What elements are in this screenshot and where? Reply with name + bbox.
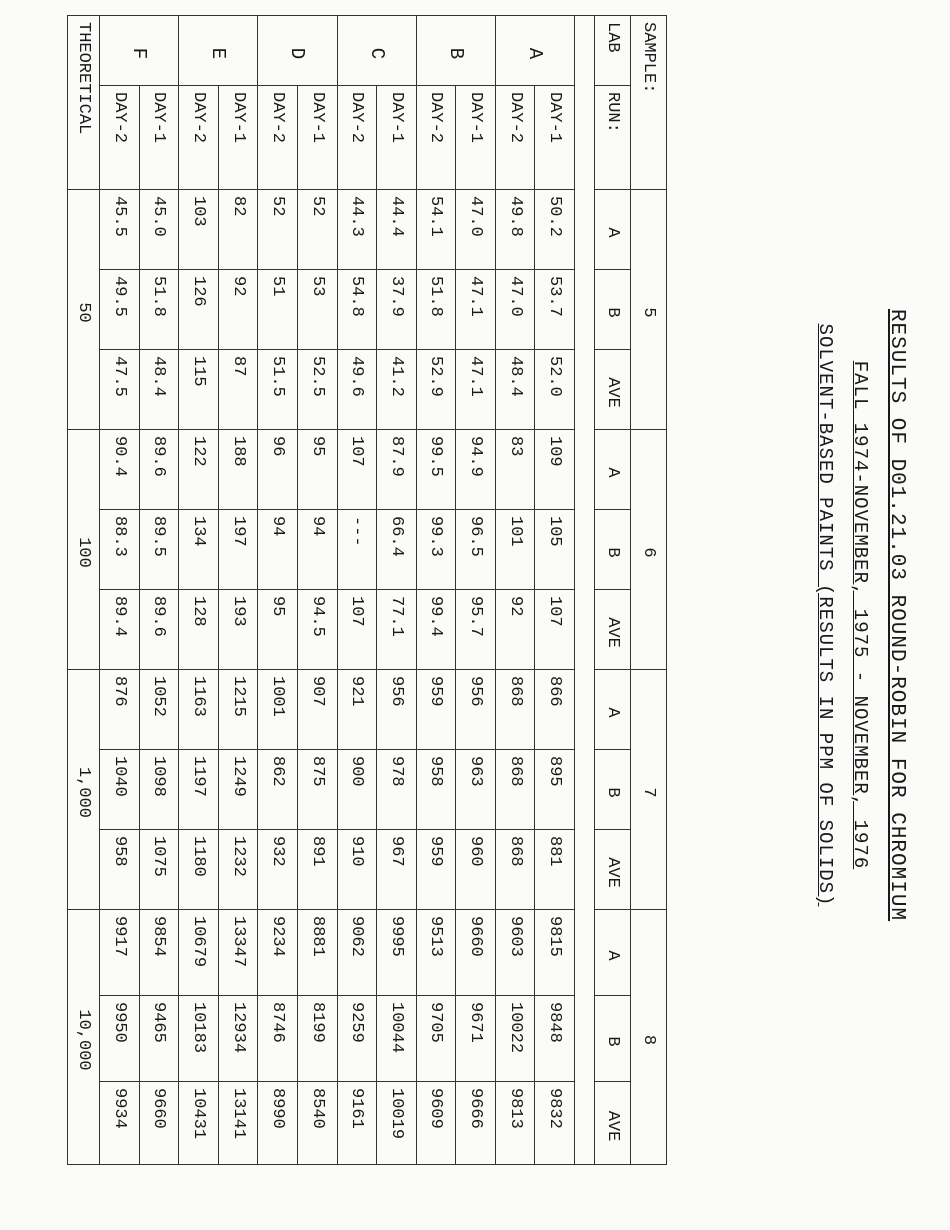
value-cell: 881	[535, 830, 575, 910]
value-cell: 1249	[218, 750, 258, 830]
value-cell: 9671	[456, 996, 496, 1082]
value-cell: 1215	[218, 670, 258, 750]
value-cell: 956	[377, 670, 417, 750]
value-cell: 197	[218, 510, 258, 590]
value-cell: 96.5	[456, 510, 496, 590]
value-cell: 49.8	[495, 190, 535, 270]
value-cell: 83	[495, 430, 535, 510]
value-cell: 868	[495, 670, 535, 750]
value-cell: 9950	[100, 996, 140, 1082]
value-cell: 48.4	[495, 350, 535, 430]
run-cell: DAY-2	[337, 86, 377, 190]
value-cell: 868	[495, 750, 535, 830]
value-cell: 89.5	[139, 510, 179, 590]
value-cell: 9917	[100, 910, 140, 996]
value-cell: 900	[337, 750, 377, 830]
value-cell: 51.5	[258, 350, 298, 430]
value-cell: 1075	[139, 830, 179, 910]
value-cell: 54.8	[337, 270, 377, 350]
value-cell: 52	[297, 190, 337, 270]
theoretical-value: 50	[68, 190, 100, 430]
value-cell: 48.4	[139, 350, 179, 430]
lab-cell: C	[337, 16, 416, 86]
value-cell: 876	[100, 670, 140, 750]
value-cell: 959	[416, 670, 456, 750]
value-cell: 13347	[218, 910, 258, 996]
value-cell: 94	[297, 510, 337, 590]
report-title: RESULTS OF D01.21.03 ROUND-ROBIN FOR CHROMIUM	[885, 308, 908, 922]
value-cell: 90.4	[100, 430, 140, 510]
value-cell: 958	[416, 750, 456, 830]
value-cell: 1163	[179, 670, 219, 750]
value-cell: ---	[337, 510, 377, 590]
value-cell: 107	[337, 430, 377, 510]
value-cell: 9813	[495, 1082, 535, 1165]
value-cell: 8881	[297, 910, 337, 996]
value-cell: 51.8	[139, 270, 179, 350]
spacer-row	[575, 16, 595, 1165]
value-cell: 9513	[416, 910, 456, 996]
value-cell: 8746	[258, 996, 298, 1082]
value-cell: 105	[535, 510, 575, 590]
lab-cell: E	[179, 16, 258, 86]
spacer-cell	[575, 16, 595, 1165]
value-cell: 10431	[179, 1082, 219, 1165]
theoretical-label: THEORETICAL	[68, 16, 100, 190]
value-cell: 99.5	[416, 430, 456, 510]
value-cell: 54.1	[416, 190, 456, 270]
value-cell: 967	[377, 830, 417, 910]
col-a-header: A	[595, 910, 631, 996]
value-cell: 1180	[179, 830, 219, 910]
value-cell: 122	[179, 430, 219, 510]
value-cell: 51.8	[416, 270, 456, 350]
value-cell: 99.3	[416, 510, 456, 590]
theoretical-value: 1,000	[68, 670, 100, 910]
value-cell: 89.6	[139, 430, 179, 510]
sample-8-header: 8	[631, 910, 667, 1165]
theoretical-value: 100	[68, 430, 100, 670]
run-cell: DAY-2	[495, 86, 535, 190]
run-header-row	[595, 16, 631, 1165]
sample-5-header: 5	[631, 190, 667, 430]
value-cell: 47.0	[495, 270, 535, 350]
value-cell: 99.4	[416, 590, 456, 670]
value-cell: 52.0	[535, 350, 575, 430]
value-cell: 95	[297, 430, 337, 510]
value-cell: 10022	[495, 996, 535, 1082]
value-cell: 88.3	[100, 510, 140, 590]
sample-header-row	[631, 16, 667, 1165]
sample-7-header: 7	[631, 670, 667, 910]
value-cell: 9062	[337, 910, 377, 996]
value-cell: 10183	[179, 996, 219, 1082]
value-cell: 77.1	[377, 590, 417, 670]
sample-label: SAMPLE:	[631, 16, 667, 190]
col-b-header: B	[595, 996, 631, 1082]
col-a-header: A	[595, 430, 631, 510]
value-cell: 9603	[495, 910, 535, 996]
value-cell: 10679	[179, 910, 219, 996]
value-cell: 95	[258, 590, 298, 670]
table-row	[416, 16, 456, 1165]
value-cell: 126	[179, 270, 219, 350]
value-cell: 910	[337, 830, 377, 910]
value-cell: 12934	[218, 996, 258, 1082]
value-cell: 47.0	[456, 190, 496, 270]
theoretical-row	[68, 16, 100, 1165]
run-cell: DAY-2	[100, 86, 140, 190]
value-cell: 9705	[416, 996, 456, 1082]
value-cell: 9666	[456, 1082, 496, 1165]
lab-cell: A	[495, 16, 574, 86]
value-cell: 1001	[258, 670, 298, 750]
run-label: RUN:	[595, 86, 631, 190]
value-cell: 9995	[377, 910, 417, 996]
run-cell: DAY-2	[416, 86, 456, 190]
value-cell: 959	[416, 830, 456, 910]
value-cell: 10019	[377, 1082, 417, 1165]
value-cell: 44.3	[337, 190, 377, 270]
run-cell: DAY-1	[297, 86, 337, 190]
value-cell: 109	[535, 430, 575, 510]
value-cell: 9934	[100, 1082, 140, 1165]
value-cell: 8990	[258, 1082, 298, 1165]
value-cell: 956	[456, 670, 496, 750]
value-cell: 932	[258, 830, 298, 910]
value-cell: 1052	[139, 670, 179, 750]
value-cell: 47.1	[456, 350, 496, 430]
value-cell: 866	[535, 670, 575, 750]
col-ave-header: AVE	[595, 1082, 631, 1165]
value-cell: 92	[218, 270, 258, 350]
value-cell: 87.9	[377, 430, 417, 510]
lab-cell: F	[100, 16, 179, 86]
lab-label: LAB	[595, 16, 631, 86]
run-cell: DAY-1	[535, 86, 575, 190]
value-cell: 9815	[535, 910, 575, 996]
value-cell: 188	[218, 430, 258, 510]
value-cell: 134	[179, 510, 219, 590]
value-cell: 45.0	[139, 190, 179, 270]
table-row	[179, 16, 219, 1165]
value-cell: 53	[297, 270, 337, 350]
value-cell: 9161	[337, 1082, 377, 1165]
value-cell: 895	[535, 750, 575, 830]
value-cell: 49.6	[337, 350, 377, 430]
table-row	[139, 16, 179, 1165]
run-cell: DAY-2	[179, 86, 219, 190]
run-cell: DAY-1	[377, 86, 417, 190]
theoretical-value: 10,000	[68, 910, 100, 1165]
value-cell: 66.4	[377, 510, 417, 590]
value-cell: 960	[456, 830, 496, 910]
table-row	[297, 16, 337, 1165]
report-subtitle: SOLVENT-BASED PAINTS (RESULTS IN PPM OF SOLIDS)	[814, 323, 836, 907]
value-cell: 52.9	[416, 350, 456, 430]
value-cell: 107	[337, 590, 377, 670]
run-cell: DAY-1	[218, 86, 258, 190]
col-ave-header: AVE	[595, 830, 631, 910]
value-cell: 82	[218, 190, 258, 270]
table-row	[258, 16, 298, 1165]
value-cell: 10044	[377, 996, 417, 1082]
col-ave-header: AVE	[595, 350, 631, 430]
report-date-range: FALL 1974-NOVEMBER, 1975 - NOVEMBER, 1976	[849, 360, 871, 870]
value-cell: 89.6	[139, 590, 179, 670]
value-cell: 94.5	[297, 590, 337, 670]
run-cell: DAY-1	[456, 86, 496, 190]
value-cell: 193	[218, 590, 258, 670]
value-cell: 101	[495, 510, 535, 590]
value-cell: 9848	[535, 996, 575, 1082]
table-row	[535, 16, 575, 1165]
col-b-header: B	[595, 270, 631, 350]
table-row	[495, 16, 535, 1165]
value-cell: 51	[258, 270, 298, 350]
results-body	[100, 16, 575, 1165]
value-cell: 963	[456, 750, 496, 830]
value-cell: 103	[179, 190, 219, 270]
value-cell: 41.2	[377, 350, 417, 430]
value-cell: 128	[179, 590, 219, 670]
value-cell: 9609	[416, 1082, 456, 1165]
value-cell: 95.7	[456, 590, 496, 670]
col-a-header: A	[595, 670, 631, 750]
value-cell: 13141	[218, 1082, 258, 1165]
value-cell: 958	[100, 830, 140, 910]
value-cell: 891	[297, 830, 337, 910]
value-cell: 1098	[139, 750, 179, 830]
value-cell: 50.2	[535, 190, 575, 270]
col-b-header: B	[595, 510, 631, 590]
col-b-header: B	[595, 750, 631, 830]
sample-6-header: 6	[631, 430, 667, 670]
value-cell: 868	[495, 830, 535, 910]
table-row	[456, 16, 496, 1165]
results-table	[67, 15, 667, 1165]
value-cell: 862	[258, 750, 298, 830]
lab-cell: B	[416, 16, 495, 86]
value-cell: 94.9	[456, 430, 496, 510]
run-cell: DAY-1	[139, 86, 179, 190]
value-cell: 47.5	[100, 350, 140, 430]
col-a-header: A	[595, 190, 631, 270]
value-cell: 9660	[139, 1082, 179, 1165]
table-row	[377, 16, 417, 1165]
value-cell: 8540	[297, 1082, 337, 1165]
value-cell: 8199	[297, 996, 337, 1082]
value-cell: 92	[495, 590, 535, 670]
value-cell: 9660	[456, 910, 496, 996]
value-cell: 87	[218, 350, 258, 430]
value-cell: 94	[258, 510, 298, 590]
value-cell: 1232	[218, 830, 258, 910]
value-cell: 49.5	[100, 270, 140, 350]
table-row	[218, 16, 258, 1165]
value-cell: 9854	[139, 910, 179, 996]
value-cell: 89.4	[100, 590, 140, 670]
value-cell: 978	[377, 750, 417, 830]
value-cell: 96	[258, 430, 298, 510]
value-cell: 9259	[337, 996, 377, 1082]
table-row	[100, 16, 140, 1165]
value-cell: 53.7	[535, 270, 575, 350]
value-cell: 921	[337, 670, 377, 750]
lab-cell: D	[258, 16, 337, 86]
value-cell: 107	[535, 590, 575, 670]
value-cell: 45.5	[100, 190, 140, 270]
value-cell: 47.1	[456, 270, 496, 350]
value-cell: 9234	[258, 910, 298, 996]
value-cell: 52.5	[297, 350, 337, 430]
run-cell: DAY-2	[258, 86, 298, 190]
value-cell: 1040	[100, 750, 140, 830]
value-cell: 44.4	[377, 190, 417, 270]
value-cell: 9465	[139, 996, 179, 1082]
value-cell: 9832	[535, 1082, 575, 1165]
value-cell: 115	[179, 350, 219, 430]
table-row	[337, 16, 377, 1165]
value-cell: 907	[297, 670, 337, 750]
value-cell: 37.9	[377, 270, 417, 350]
value-cell: 875	[297, 750, 337, 830]
value-cell: 52	[258, 190, 298, 270]
value-cell: 1197	[179, 750, 219, 830]
col-ave-header: AVE	[595, 590, 631, 670]
